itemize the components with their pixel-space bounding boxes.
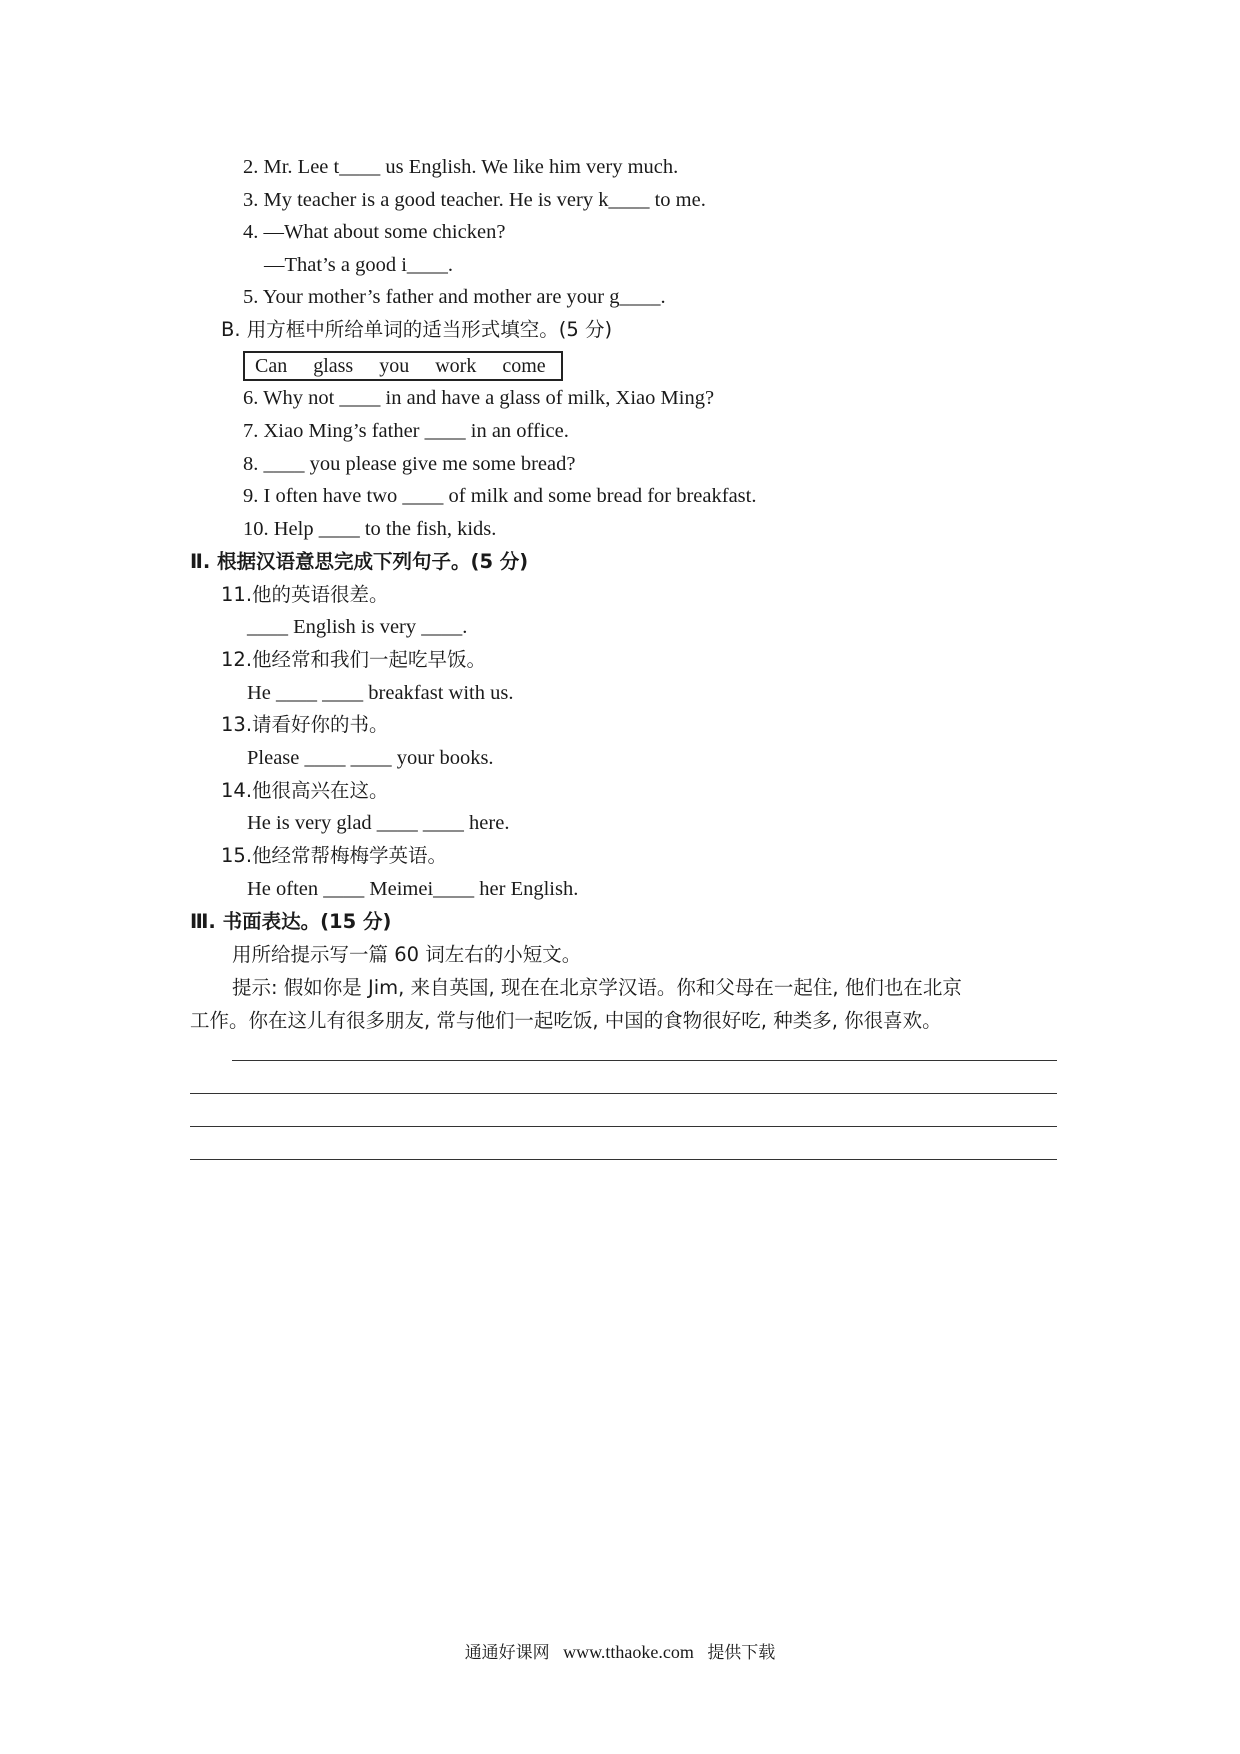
writing-line — [232, 1060, 1057, 1061]
question-11-chinese: 11.他的英语很差。 — [221, 583, 389, 606]
word-box-word: come — [502, 354, 546, 377]
question-11-english: ____ English is very ____. — [247, 616, 468, 638]
writing-line — [190, 1159, 1057, 1160]
writing-hint-line-1: 提示: 假如你是 Jim, 来自英国, 现在在北京学汉语。你和父母在一起住, 他们也在北京 — [232, 976, 962, 999]
footer-url[interactable]: www.tthaoke.com — [563, 1642, 694, 1662]
question-6: 6. Why not ____ in and have a glass of milk, Xiao Ming? — [243, 387, 715, 409]
writing-line — [190, 1093, 1057, 1094]
question-13-chinese: 13.请看好你的书。 — [221, 713, 389, 736]
question-15-chinese: 15.他经常帮梅梅学英语。 — [221, 844, 448, 867]
word-box-word: glass — [313, 354, 354, 377]
question-12-chinese: 12.他经常和我们一起吃早饭。 — [221, 648, 487, 671]
question-9: 9. I often have two ____ of milk and some bread for breakfast. — [243, 485, 757, 507]
question-8: 8. ____ you please give me some bread? — [243, 453, 576, 475]
word-box-word: Can — [255, 354, 288, 377]
word-box-word: work — [435, 354, 477, 377]
writing-hint-line-2: 工作。你在这儿有很多朋友, 常与他们一起吃饭, 中国的食物很好吃, 种类多, 你很喜欢。 — [190, 1009, 942, 1032]
question-4-reply: —That’s a good i____. — [264, 254, 454, 276]
question-10: 10. Help ____ to the fish, kids. — [243, 518, 497, 540]
question-4: 4. —What about some chicken? — [243, 221, 506, 243]
question-5: 5. Your mother’s father and mother are your g____. — [243, 286, 666, 308]
question-13-english: Please ____ ____ your books. — [247, 747, 494, 769]
question-14-english: He is very glad ____ ____ here. — [247, 812, 510, 834]
page-footer — [0, 1638, 1240, 1663]
footer-suffix: 提供下载 — [707, 1643, 776, 1663]
question-7: 7. Xiao Ming’s father ____ in an office. — [243, 420, 569, 442]
part-b-heading: B. 用方框中所给单词的适当形式填空。(5 分) — [221, 318, 613, 341]
word-box — [243, 351, 563, 381]
section-3-heading: Ⅲ. 书面表达。(15 分) — [190, 910, 392, 933]
question-12-english: He ____ ____ breakfast with us. — [247, 682, 514, 704]
writing-instruction: 用所给提示写一篇 60 词左右的小短文。 — [232, 943, 582, 966]
section-2-heading: Ⅱ. 根据汉语意思完成下列句子。(5 分) — [190, 550, 529, 573]
question-15-english: He often ____ Meimei____ her English. — [247, 878, 579, 900]
footer-site-name: 通通好课网 — [464, 1643, 550, 1663]
question-2: 2. Mr. Lee t____ us English. We like him very much. — [243, 156, 679, 178]
question-3: 3. My teacher is a good teacher. He is very k____ to me. — [243, 189, 706, 211]
writing-line — [190, 1126, 1057, 1127]
word-box-word: you — [379, 354, 410, 377]
question-14-chinese: 14.他很高兴在这。 — [221, 779, 389, 802]
